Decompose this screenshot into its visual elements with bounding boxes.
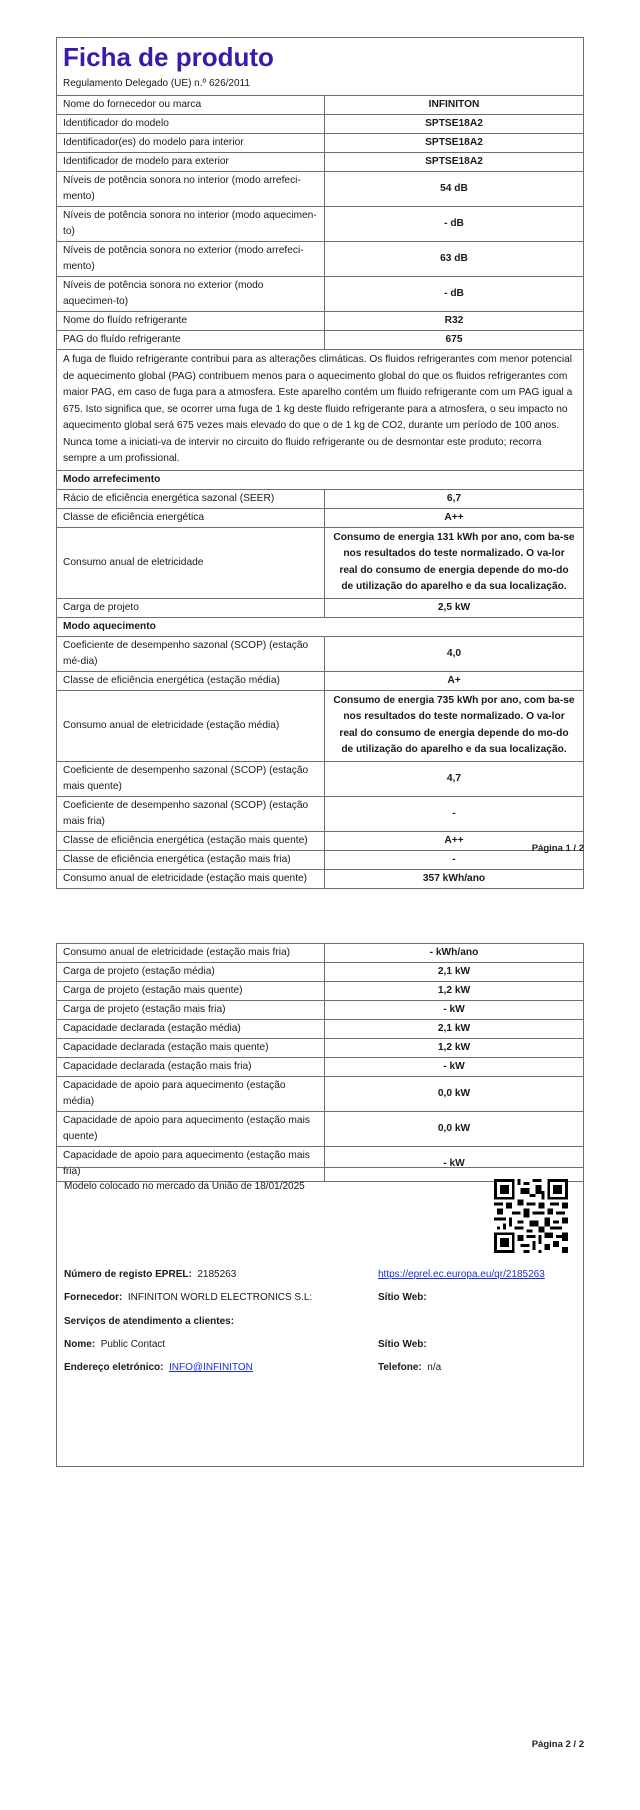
row-label: PAG do fluído refrigerante [57, 331, 325, 350]
row-label: Nome do fornecedor ou marca [57, 96, 325, 115]
row-value: - dB [325, 277, 584, 312]
table-row [57, 172, 584, 207]
product-sheet-table-page-1 [56, 37, 584, 889]
row-label: Níveis de potência sonora no exterior (modo arrefeci-mento) [57, 242, 325, 277]
table-row [57, 963, 584, 982]
row-label: Nome do fluído refrigerante [57, 312, 325, 331]
row-label: Carga de projeto (estação média) [57, 963, 325, 982]
supplier-label: Fornecedor: [64, 1292, 123, 1303]
row-label: Níveis de potência sonora no interior (modo arrefeci-mento) [57, 172, 325, 207]
row-label: Rácio de eficiência energética sazonal (SEER) [57, 489, 325, 508]
table-row [57, 761, 584, 796]
table-row [57, 277, 584, 312]
row-value: 0,0 kW [325, 1112, 584, 1147]
refrigerant-notice: A fuga de fluido refrigerante contribui para as alterações climáticas. Os fluidos refrigerantes com menor potencial de aquecimento global (PAG) contribuem menos para o aquecimento global do que os fluidos refrigerantes com maior PAG, em caso de fuga para a atmosfera. Este aparelho contém um fluido refrigerante com um PAG igual a 675. Isto significa que, se ocorrer uma fuga de 1 kg deste fluido refrigerante para a atmosfera, o seu impacto no aquecimento global será 675 vezes mais elevado do que o de 1 kg de CO2, durante um período de 100 anos. Nunca tome a iniciati-va de intervir no circuito do fluido refrigerante ou de desmontar este produto; recorra sempre a um profissional. [57, 350, 584, 471]
row-label: Coeficiente de desempenho sazonal (SCOP) (estação mais fria) [57, 796, 325, 831]
qr-code-icon[interactable] [494, 1179, 568, 1253]
row-value: 2,1 kW [325, 963, 584, 982]
row-label: Capacidade declarada (estação mais fria) [57, 1058, 325, 1077]
row-value: 1,2 kW [325, 982, 584, 1001]
page-title: Ficha de produto [63, 42, 274, 72]
row-label: Coeficiente de desempenho sazonal (SCOP) (estação mais quente) [57, 761, 325, 796]
row-value: - kW [325, 1147, 584, 1182]
page-number-1: Página 1 / 2 [531, 843, 584, 854]
table-row [57, 1112, 584, 1147]
contact-email [64, 1362, 253, 1373]
table-row [57, 944, 584, 963]
phone-label: Telefone: [378, 1362, 422, 1373]
header-cell [57, 38, 584, 96]
row-label: Carga de projeto [57, 598, 325, 617]
table-row [57, 671, 584, 690]
table-row [57, 242, 584, 277]
row-label: Coeficiente de desempenho sazonal (SCOP) (estação mé-dia) [57, 636, 325, 671]
refrigerant-notice-row [57, 350, 584, 471]
table-row [57, 982, 584, 1001]
name-value: Public Contact [100, 1339, 166, 1350]
row-value: 357 kWh/ano [325, 869, 584, 888]
supplier [64, 1292, 312, 1303]
table-row [57, 850, 584, 869]
supplier-value: INFINITON WORLD ELECTRONICS S.L: [127, 1292, 313, 1303]
table-row [57, 331, 584, 350]
row-value: - kWh/ano [325, 944, 584, 963]
table-row [57, 869, 584, 888]
row-label: Capacidade de apoio para aquecimento (estação mais quente) [57, 1112, 325, 1147]
row-label: Níveis de potência sonora no exterior (modo aquecimen-to) [57, 277, 325, 312]
phone-value: n/a [427, 1362, 442, 1373]
row-value: - [325, 796, 584, 831]
row-value: SPTSE18A2 [325, 134, 584, 153]
table-row [57, 1001, 584, 1020]
row-value: A++ [325, 508, 584, 527]
row-label: Capacidade declarada (estação média) [57, 1020, 325, 1039]
row-value: 6,7 [325, 489, 584, 508]
row-value: R32 [325, 312, 584, 331]
website-label: Sítio Web: [378, 1292, 427, 1303]
contact-phone [378, 1362, 441, 1373]
row-value: 1,2 kW [325, 1039, 584, 1058]
row-value: A+ [325, 671, 584, 690]
row-label: Classe de eficiência energética [57, 508, 325, 527]
row-value: SPTSE18A2 [325, 115, 584, 134]
row-value: - kW [325, 1058, 584, 1077]
row-label: Capacidade de apoio para aquecimento (estação mais fria) [57, 1147, 325, 1182]
row-value: A++ [325, 831, 584, 850]
row-value: 63 dB [325, 242, 584, 277]
table-row [57, 598, 584, 617]
row-value: SPTSE18A2 [325, 153, 584, 172]
contact-name [64, 1339, 165, 1350]
row-value: - [325, 850, 584, 869]
table-row [57, 96, 584, 115]
email-link[interactable]: INFO@INFINITON [169, 1362, 253, 1373]
row-value: 2,5 kW [325, 598, 584, 617]
market-date: Modelo colocado no mercado da União de 18/01/2025 [64, 1181, 305, 1192]
row-value: 2,1 kW [325, 1020, 584, 1039]
row-label: Identificador de modelo para exterior [57, 153, 325, 172]
table-row [57, 796, 584, 831]
row-label: Níveis de potência sonora no interior (modo aquecimen-to) [57, 207, 325, 242]
supplier-info-box [56, 1167, 584, 1467]
row-label: Capacidade declarada (estação mais quente) [57, 1039, 325, 1058]
row-label: Classe de eficiência energética (estação mais fria) [57, 850, 325, 869]
row-value: - dB [325, 207, 584, 242]
name-label: Nome: [64, 1339, 96, 1350]
row-value: 54 dB [325, 172, 584, 207]
table-row [57, 636, 584, 671]
section-row [57, 617, 584, 636]
row-value: - kW [325, 1001, 584, 1020]
email-label: Endereço eletrónico: [64, 1362, 164, 1373]
table-row [57, 489, 584, 508]
row-value: 4,7 [325, 761, 584, 796]
row-value: INFINITON [325, 96, 584, 115]
table-row [57, 527, 584, 598]
row-label: Classe de eficiência energética (estação média) [57, 671, 325, 690]
row-label: Carga de projeto (estação mais quente) [57, 982, 325, 1001]
row-label: Consumo anual de eletricidade [57, 527, 325, 598]
row-value: 0,0 kW [325, 1077, 584, 1112]
customer-service-label: Serviços de atendimento a clientes: [64, 1316, 235, 1327]
row-label: Consumo anual de eletricidade (estação média) [57, 690, 325, 761]
website-label-2: Sítio Web: [378, 1339, 427, 1350]
row-label: Capacidade de apoio para aquecimento (estação média) [57, 1077, 325, 1112]
eprel-link[interactable]: https://eprel.ec.europa.eu/qr/2185263 [378, 1269, 545, 1280]
table-row [57, 312, 584, 331]
table-row [57, 831, 584, 850]
row-value: 4,0 [325, 636, 584, 671]
row-value: Consumo de energia 131 kWh por ano, com ba-se nos resultados do teste normalizado. O va-lor real do consumo de energia depende do mo-do de utilização do aparelho e da sua localização. [325, 527, 584, 598]
table-row [57, 115, 584, 134]
eprel-registration [64, 1269, 236, 1280]
row-label: Identificador(es) do modelo para interior [57, 134, 325, 153]
page-number-2: Página 2 / 2 [531, 1739, 584, 1750]
table-row [57, 1077, 584, 1112]
eprel-number: 2185263 [197, 1269, 237, 1280]
section-row [57, 470, 584, 489]
table-row [57, 1020, 584, 1039]
table-row [57, 207, 584, 242]
row-label: Consumo anual de eletricidade (estação mais fria) [57, 944, 325, 963]
product-sheet-table-page-2 [56, 943, 584, 1182]
row-label: Classe de eficiência energética (estação mais quente) [57, 831, 325, 850]
row-label: Carga de projeto (estação mais fria) [57, 1001, 325, 1020]
table-row [57, 134, 584, 153]
table-row [57, 1039, 584, 1058]
row-value: 675 [325, 331, 584, 350]
row-label: Consumo anual de eletricidade (estação mais quente) [57, 869, 325, 888]
table-row [57, 508, 584, 527]
table-row [57, 153, 584, 172]
table-row [57, 1058, 584, 1077]
regulation-subtitle: Regulamento Delegado (UE) n.º 626/2011 [63, 78, 250, 89]
row-label: Identificador do modelo [57, 115, 325, 134]
heating-section-header: Modo aquecimento [57, 617, 584, 636]
row-value: Consumo de energia 735 kWh por ano, com ba-se nos resultados do teste normalizado. O va-lor real do consumo de energia depende do mo-do de utilização do aparelho e da sua localização. [325, 690, 584, 761]
table-row [57, 690, 584, 761]
cooling-section-header: Modo arrefecimento [57, 470, 584, 489]
eprel-label: Número de registo EPREL: [64, 1269, 192, 1280]
